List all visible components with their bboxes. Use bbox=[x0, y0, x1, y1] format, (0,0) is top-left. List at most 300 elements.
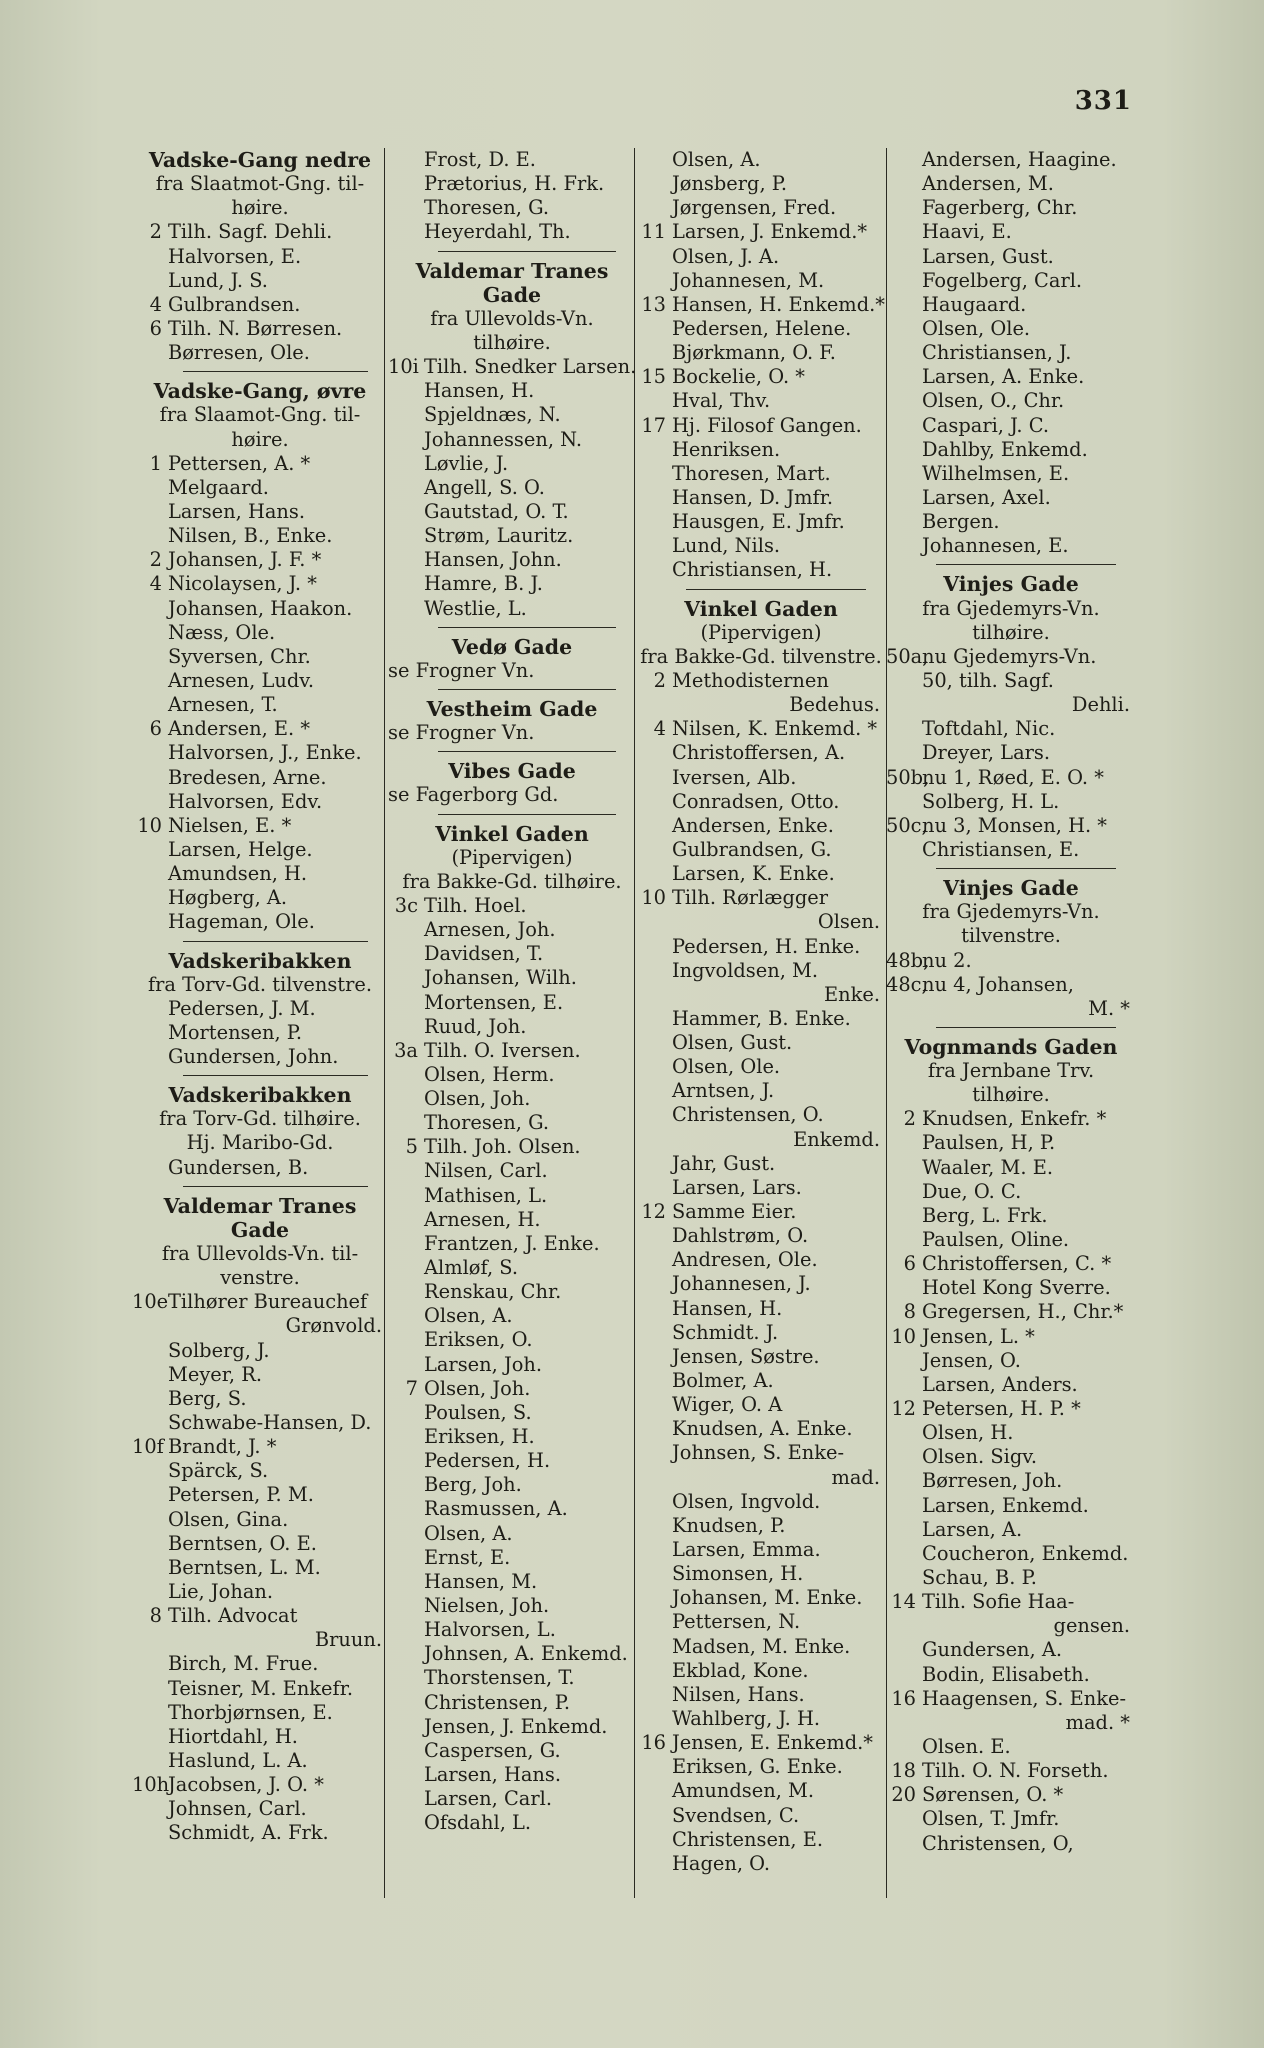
house-number: 17 bbox=[641, 413, 666, 437]
resident-entry bbox=[132, 1821, 388, 1845]
street-heading: Vedø Gade bbox=[451, 634, 573, 659]
resident-name: Tilh. Joh. Olsen. bbox=[424, 1135, 581, 1159]
resident-name: Gautstad, O. T. bbox=[424, 499, 569, 523]
resident-entry bbox=[388, 548, 636, 572]
resident-entry bbox=[132, 1677, 388, 1701]
resident-name: Simonsen, H. bbox=[672, 1562, 804, 1586]
resident-entry bbox=[388, 1280, 636, 1304]
house-number: 2 bbox=[653, 668, 666, 692]
resident-entry bbox=[636, 1345, 886, 1369]
street-direction: fra Ullevolds-Vn. til- bbox=[161, 1242, 359, 1266]
resident-entry bbox=[388, 1473, 636, 1497]
house-number: 2 bbox=[149, 220, 162, 244]
resident-name: Nilsen, K. Enkemd. * bbox=[672, 717, 878, 741]
resident-name: Pettersen, A. * bbox=[168, 451, 311, 475]
resident-name: Hansen, D. Jmfr. bbox=[672, 485, 834, 509]
house-number: 2 bbox=[903, 1107, 916, 1131]
street-heading: Vinkel Gaden bbox=[435, 821, 589, 846]
resident-name: Jahr, Gust. bbox=[672, 1151, 776, 1175]
resident-entry bbox=[388, 1015, 636, 1039]
resident-name: Eriksen, H. bbox=[424, 1425, 535, 1449]
resident-entry bbox=[388, 894, 636, 918]
resident-entry bbox=[636, 172, 886, 196]
resident-name: Johnsen, S. Enke- bbox=[672, 1441, 845, 1465]
resident-name: Thoresen, G. bbox=[424, 1111, 550, 1135]
resident-name: Olsen, H. bbox=[922, 1421, 1014, 1445]
resident-entry bbox=[636, 389, 886, 413]
resident-name: Syversen, Chr. bbox=[168, 644, 311, 668]
resident-name: Coucheron, Enkemd. bbox=[922, 1541, 1129, 1565]
resident-entry bbox=[388, 1184, 636, 1208]
resident-name: Strøm, Lauritz. bbox=[424, 524, 574, 548]
street-heading: Vinkel Gaden bbox=[684, 596, 838, 621]
resident-entry bbox=[636, 1079, 886, 1103]
street-heading: Valdemar Tranes bbox=[163, 1193, 357, 1218]
resident-name: nu Gjedemyrs-Vn. bbox=[922, 644, 1097, 668]
house-number: 1 bbox=[149, 451, 162, 475]
resident-name: Olsen, O., Chr. bbox=[922, 389, 1065, 413]
resident-entry bbox=[636, 1321, 886, 1345]
resident-entry bbox=[636, 1755, 886, 1779]
resident-name: Olsen, Joh. bbox=[424, 1376, 531, 1400]
resident-name: Olsen, J. A. bbox=[672, 244, 780, 268]
resident-entry bbox=[388, 1618, 636, 1642]
resident-entry bbox=[636, 1441, 886, 1465]
resident-name: Amundsen, M. bbox=[672, 1779, 815, 1803]
street-heading: Vadske-Gang, øvre bbox=[153, 379, 367, 404]
resident-entry bbox=[388, 966, 636, 990]
resident-entry bbox=[886, 1373, 1136, 1397]
resident-entry bbox=[886, 196, 1136, 220]
resident-name: Løvlie, J. bbox=[424, 451, 509, 475]
resident-name: Paulsen, H, P. bbox=[922, 1131, 1056, 1155]
resident-name: Arnesen, H. bbox=[424, 1207, 541, 1231]
street-heading: Gade bbox=[230, 1217, 290, 1242]
resident-entry bbox=[886, 1204, 1136, 1228]
resident-name: Christensen, E. bbox=[672, 1827, 824, 1851]
resident-name: Andersen, M. bbox=[922, 172, 1054, 196]
resident-name: Christensen, O, bbox=[922, 1831, 1074, 1855]
resident-entry bbox=[886, 1421, 1136, 1445]
section-divider bbox=[886, 558, 1136, 572]
resident-name: Jacobsen, J. O. * bbox=[168, 1773, 324, 1797]
resident-name: Melgaard. bbox=[168, 475, 269, 499]
resident-name: Tilh. Advocat bbox=[168, 1604, 298, 1628]
resident-name: Spärck, S. bbox=[168, 1459, 269, 1483]
house-number: 7 bbox=[405, 1376, 418, 1400]
resident-name: Hansen, John. bbox=[424, 548, 562, 572]
resident-entry bbox=[636, 341, 886, 365]
directory-column-1 bbox=[132, 148, 388, 1846]
resident-entry bbox=[388, 1377, 636, 1401]
house-number: 4 bbox=[149, 572, 162, 596]
resident-entry bbox=[132, 886, 388, 910]
resident-entry bbox=[886, 317, 1136, 341]
resident-name: Madsen, M. Enke. bbox=[672, 1634, 851, 1658]
entry-continuation: Bruun. bbox=[314, 1628, 382, 1652]
resident-name: Olsen, A. bbox=[424, 1521, 513, 1545]
house-number: 50b, bbox=[886, 765, 930, 789]
resident-entry bbox=[132, 293, 388, 317]
resident-entry bbox=[388, 1087, 636, 1111]
resident-entry bbox=[886, 1590, 1136, 1614]
resident-entry bbox=[636, 1031, 886, 1055]
resident-entry bbox=[132, 1652, 388, 1676]
resident-name: Jensen, Søstre. bbox=[672, 1344, 820, 1368]
resident-entry bbox=[132, 452, 388, 476]
resident-entry bbox=[388, 1811, 636, 1835]
section-divider bbox=[388, 745, 636, 759]
resident-entry bbox=[132, 621, 388, 645]
resident-name: Bredesen, Arne. bbox=[168, 765, 327, 789]
house-number: 12 bbox=[641, 1200, 666, 1224]
resident-name: Hansen, H. Enkemd.* bbox=[672, 292, 885, 316]
resident-entry bbox=[132, 997, 388, 1021]
resident-entry bbox=[886, 1687, 1136, 1711]
street-direction: fra Gjedemyrs-Vn. bbox=[922, 900, 1100, 924]
resident-entry bbox=[132, 790, 388, 814]
resident-name: Gulbrandsen, G. bbox=[672, 837, 832, 861]
directory-column-3 bbox=[636, 148, 886, 1876]
resident-name: Gundersen, John. bbox=[168, 1045, 339, 1069]
house-number: 16 bbox=[641, 1731, 666, 1755]
resident-name: Amundsen, H. bbox=[168, 862, 308, 886]
resident-entry bbox=[886, 717, 1136, 741]
house-number: 20 bbox=[891, 1783, 916, 1807]
house-number: 11 bbox=[641, 220, 666, 244]
resident-name: nu 2. bbox=[922, 948, 972, 972]
resident-entry bbox=[886, 486, 1136, 510]
resident-entry bbox=[388, 1063, 636, 1087]
street-direction: høire. bbox=[231, 427, 289, 451]
resident-entry bbox=[636, 1297, 886, 1321]
resident-name: Olsen, Gust. bbox=[672, 1031, 793, 1055]
resident-entry bbox=[132, 1773, 388, 1797]
resident-name: Due, O. C. bbox=[922, 1179, 1022, 1203]
resident-entry bbox=[886, 1156, 1136, 1180]
resident-entry bbox=[132, 669, 388, 693]
resident-entry bbox=[886, 1494, 1136, 1518]
resident-entry bbox=[636, 462, 886, 486]
house-number: 10 bbox=[641, 886, 666, 910]
resident-name: Nilsen, Carl. bbox=[424, 1159, 548, 1183]
cross-reference: se Frogner Vn. bbox=[388, 658, 535, 682]
street-direction: Hj. Maribo-Gd. bbox=[186, 1131, 334, 1155]
section-divider bbox=[132, 365, 388, 379]
resident-entry bbox=[636, 510, 886, 534]
resident-entry bbox=[636, 1152, 886, 1176]
resident-entry bbox=[388, 597, 636, 621]
resident-name: Olsen, Ingvold. bbox=[672, 1489, 821, 1513]
resident-entry bbox=[132, 500, 388, 524]
street-direction: tilhøire. bbox=[473, 330, 551, 354]
resident-name: Jensen, O. bbox=[922, 1348, 1021, 1372]
section-divider bbox=[132, 935, 388, 949]
resident-entry bbox=[886, 148, 1136, 172]
resident-name: Gundersen, A. bbox=[922, 1638, 1063, 1662]
resident-entry bbox=[388, 1570, 636, 1594]
resident-entry bbox=[886, 1252, 1136, 1276]
resident-entry bbox=[388, 1449, 636, 1473]
resident-entry bbox=[636, 220, 886, 244]
resident-name: Larsen, Helge. bbox=[168, 837, 313, 861]
resident-entry bbox=[132, 1701, 388, 1725]
resident-entry bbox=[636, 1369, 886, 1393]
street-heading: Vadske-Gang nedre bbox=[148, 148, 372, 172]
resident-entry bbox=[886, 1107, 1136, 1131]
resident-name: Jensen, J. Enkemd. bbox=[424, 1714, 608, 1738]
resident-name: Tilh. Sofie Haa- bbox=[922, 1590, 1075, 1614]
resident-name: Olsen, Joh. bbox=[424, 1087, 531, 1111]
resident-entry bbox=[636, 1828, 886, 1852]
resident-entry bbox=[388, 1353, 636, 1377]
house-number: 48c, bbox=[886, 972, 928, 996]
resident-name: Prætorius, H. Frk. bbox=[424, 172, 605, 196]
resident-entry bbox=[886, 293, 1136, 317]
resident-name: Ernst, E. bbox=[424, 1545, 511, 1569]
resident-entry bbox=[636, 558, 886, 582]
street-heading: Gade bbox=[482, 282, 542, 307]
resident-entry bbox=[132, 597, 388, 621]
resident-name: Gundersen, B. bbox=[168, 1155, 309, 1179]
resident-name: Andersen, Haagine. bbox=[922, 148, 1117, 171]
resident-entry bbox=[886, 534, 1136, 558]
cross-reference: se Fagerborg Gd. bbox=[388, 783, 559, 807]
resident-name: Spjeldnæs, N. bbox=[424, 403, 561, 427]
resident-name: Dahlby, Enkemd. bbox=[922, 437, 1088, 461]
resident-name: Sørensen, O. * bbox=[922, 1783, 1064, 1807]
resident-name: Petersen, P. M. bbox=[168, 1483, 314, 1507]
resident-entry bbox=[886, 1663, 1136, 1687]
street-heading: Vibes Gade bbox=[448, 759, 576, 784]
resident-entry bbox=[636, 1103, 886, 1127]
resident-name: Hammer, B. Enke. bbox=[672, 1006, 851, 1030]
resident-entry bbox=[132, 548, 388, 572]
resident-entry bbox=[132, 1604, 388, 1628]
resident-entry bbox=[132, 766, 388, 790]
house-number: 2 bbox=[149, 548, 162, 572]
house-number: 48b, bbox=[886, 948, 930, 972]
resident-entry bbox=[388, 572, 636, 596]
resident-name: Nielsen, E. * bbox=[168, 813, 292, 837]
resident-entry bbox=[388, 1642, 636, 1666]
resident-entry bbox=[388, 1425, 636, 1449]
resident-entry bbox=[636, 1393, 886, 1417]
resident-name: Haagensen, S. Enke- bbox=[922, 1686, 1126, 1710]
resident-entry bbox=[388, 476, 636, 500]
entry-continuation: mad. * bbox=[1065, 1710, 1130, 1734]
resident-entry bbox=[388, 1039, 636, 1063]
resident-name: Olsen, A. bbox=[424, 1304, 513, 1328]
resident-name: Thoresen, Mart. bbox=[672, 461, 831, 485]
resident-name: Toftdahl, Nic. bbox=[922, 717, 1056, 741]
resident-entry bbox=[886, 269, 1136, 293]
house-number: 5 bbox=[405, 1135, 418, 1159]
resident-entry bbox=[636, 1224, 886, 1248]
resident-name: Svendsen, C. bbox=[672, 1803, 800, 1827]
resident-name: Tilh. N. Børresen. bbox=[168, 316, 343, 340]
resident-entry bbox=[388, 1763, 636, 1787]
resident-entry bbox=[132, 1797, 388, 1821]
house-number: 8 bbox=[903, 1300, 916, 1324]
street-direction: fra Torv-Gd. tilvenstre. bbox=[147, 972, 373, 996]
resident-entry bbox=[388, 379, 636, 403]
resident-entry bbox=[132, 1508, 388, 1532]
street-heading: Vadskeribakken bbox=[168, 1083, 352, 1108]
resident-name: Eriksen, G. Enke. bbox=[672, 1755, 843, 1779]
section-divider bbox=[388, 808, 636, 822]
house-number: 4 bbox=[149, 292, 162, 316]
resident-name: Larsen, A. bbox=[922, 1517, 1023, 1541]
resident-entry bbox=[886, 973, 1136, 997]
resident-name: Christensen, O. bbox=[672, 1103, 824, 1127]
street-direction: tilhøire. bbox=[972, 1083, 1050, 1107]
resident-entry bbox=[636, 1272, 886, 1296]
resident-entry bbox=[388, 428, 636, 452]
entry-continuation: Olsen. bbox=[817, 910, 880, 934]
resident-name: Hagen, O. bbox=[672, 1851, 771, 1875]
resident-name: Olsen, Gina. bbox=[168, 1507, 289, 1531]
resident-name: Hiortdahl, H. bbox=[168, 1724, 298, 1748]
resident-name: Iversen, Alb. bbox=[672, 765, 797, 789]
resident-name: Knudsen, A. Enke. bbox=[672, 1417, 853, 1441]
resident-entry bbox=[388, 1111, 636, 1135]
resident-entry bbox=[636, 293, 886, 317]
resident-name: Waaler, M. E. bbox=[922, 1155, 1054, 1179]
resident-entry bbox=[886, 1638, 1136, 1662]
house-number: 8 bbox=[149, 1604, 162, 1628]
resident-name: Christiansen, J. bbox=[922, 341, 1072, 365]
resident-entry bbox=[132, 1532, 388, 1556]
resident-name: Larsen, Carl. bbox=[424, 1787, 552, 1811]
resident-name: Solberg, J. bbox=[168, 1338, 270, 1362]
resident-name: Ekblad, Kone. bbox=[672, 1658, 809, 1682]
resident-name: Lie, Johan. bbox=[168, 1580, 274, 1604]
section-divider bbox=[886, 862, 1136, 876]
resident-name: Larsen, Enkemd. bbox=[922, 1493, 1089, 1517]
resident-entry bbox=[636, 1007, 886, 1031]
resident-entry bbox=[636, 717, 886, 741]
resident-entry bbox=[132, 1725, 388, 1749]
resident-name: Wilhelmsen, E. bbox=[922, 461, 1070, 485]
resident-entry bbox=[132, 1411, 388, 1435]
street-heading: Vognmands Gaden bbox=[904, 1034, 1118, 1059]
resident-name: Berg, Joh. bbox=[424, 1473, 522, 1497]
resident-entry bbox=[886, 1325, 1136, 1349]
resident-name: Larsen, K. Enke. bbox=[672, 862, 835, 886]
resident-name: Larsen, Lars. bbox=[672, 1175, 802, 1199]
resident-name: Arnesen, Ludv. bbox=[168, 668, 315, 692]
resident-entry bbox=[636, 766, 886, 790]
resident-entry bbox=[636, 1200, 886, 1224]
resident-entry bbox=[636, 1804, 886, 1828]
street-direction: fra Jernbane Trv. bbox=[927, 1059, 1095, 1083]
resident-entry bbox=[132, 717, 388, 741]
street-heading: Vinjes Gade bbox=[943, 572, 1079, 597]
resident-name: nu 4, Johansen, bbox=[922, 972, 1074, 996]
entry-continuation: Bedehus. bbox=[789, 693, 880, 717]
resident-entry bbox=[132, 1556, 388, 1580]
street-direction: høire. bbox=[231, 196, 289, 220]
resident-name: Halvorsen, Edv. bbox=[168, 789, 323, 813]
resident-entry bbox=[886, 1807, 1136, 1831]
resident-name: Mortensen, P. bbox=[168, 1020, 303, 1044]
resident-entry bbox=[636, 1586, 886, 1610]
resident-name: Berg, L. Frk. bbox=[922, 1203, 1048, 1227]
house-number: 3c bbox=[394, 893, 418, 917]
resident-name: Nilsen, B., Enke. bbox=[168, 524, 333, 548]
resident-name: Solberg, H. L. bbox=[922, 789, 1060, 813]
resident-name: Larsen, Joh. bbox=[424, 1352, 543, 1376]
resident-entry bbox=[886, 838, 1136, 862]
resident-name: Johnsen, Carl. bbox=[168, 1797, 307, 1821]
resident-entry bbox=[388, 918, 636, 942]
resident-name: Pedersen, J. M. bbox=[168, 996, 316, 1020]
resident-entry bbox=[636, 486, 886, 510]
house-number: 15 bbox=[641, 365, 666, 389]
resident-name: Nielsen, Joh. bbox=[424, 1594, 550, 1618]
house-number: 12 bbox=[891, 1397, 916, 1421]
resident-name: Pedersen, H. Enke. bbox=[672, 934, 861, 958]
resident-name: Olsen, Ole. bbox=[922, 316, 1031, 340]
street-direction: venstre. bbox=[220, 1266, 300, 1290]
resident-entry bbox=[132, 269, 388, 293]
resident-name: Børresen, Joh. bbox=[922, 1469, 1063, 1493]
resident-name: Christoffersen, A. bbox=[672, 741, 846, 765]
resident-entry bbox=[388, 1522, 636, 1546]
house-number: 50c, bbox=[886, 813, 928, 837]
resident-name: Angell, S. O. bbox=[424, 475, 545, 499]
resident-entry bbox=[636, 741, 886, 765]
resident-name: Tilh. Rørlægger bbox=[672, 886, 829, 910]
resident-entry bbox=[636, 1417, 886, 1441]
resident-entry bbox=[636, 886, 886, 910]
resident-name: Johannesen, E. bbox=[922, 534, 1069, 558]
house-number: 4 bbox=[653, 717, 666, 741]
street-direction: tilvenstre. bbox=[961, 924, 1061, 948]
resident-entry bbox=[636, 1659, 886, 1683]
resident-name: Johansen, M. Enke. bbox=[672, 1586, 863, 1610]
resident-entry bbox=[388, 403, 636, 427]
resident-entry bbox=[636, 317, 886, 341]
resident-name: Johannesen, J. bbox=[672, 1272, 811, 1296]
resident-entry bbox=[886, 462, 1136, 486]
resident-name: Arnesen, Joh. bbox=[424, 918, 556, 942]
resident-entry bbox=[886, 172, 1136, 196]
resident-entry bbox=[886, 766, 1136, 790]
resident-name: Rasmussen, A. bbox=[424, 1497, 568, 1521]
resident-name: Larsen, J. Enkemd.* bbox=[672, 220, 868, 244]
resident-entry bbox=[886, 1131, 1136, 1155]
resident-name: Petersen, H. P. * bbox=[922, 1397, 1081, 1421]
section-divider bbox=[636, 583, 886, 597]
resident-entry bbox=[886, 1735, 1136, 1759]
resident-entry bbox=[636, 838, 886, 862]
resident-name: Johannessen, N. bbox=[424, 427, 583, 451]
resident-name: Jensen, E. Enkemd.* bbox=[672, 1731, 873, 1755]
resident-name: Olsen, T. Jmfr. bbox=[922, 1807, 1060, 1831]
resident-name: Tilh. Sagf. Dehli. bbox=[168, 220, 333, 244]
resident-name: Bolmer, A. bbox=[672, 1369, 774, 1393]
resident-name: Hamre, B. J. bbox=[424, 572, 543, 596]
resident-name: Hansen, M. bbox=[424, 1569, 538, 1593]
resident-entry bbox=[132, 1290, 388, 1314]
resident-name: Johansen, J. F. * bbox=[168, 548, 322, 572]
resident-name: Halvorsen, J., Enke. bbox=[168, 741, 362, 765]
resident-name: Jønsberg, P. bbox=[672, 172, 788, 196]
resident-name: Dahlstrøm, O. bbox=[672, 1224, 809, 1248]
street-direction: fra Gjedemyrs-Vn. bbox=[922, 596, 1100, 620]
